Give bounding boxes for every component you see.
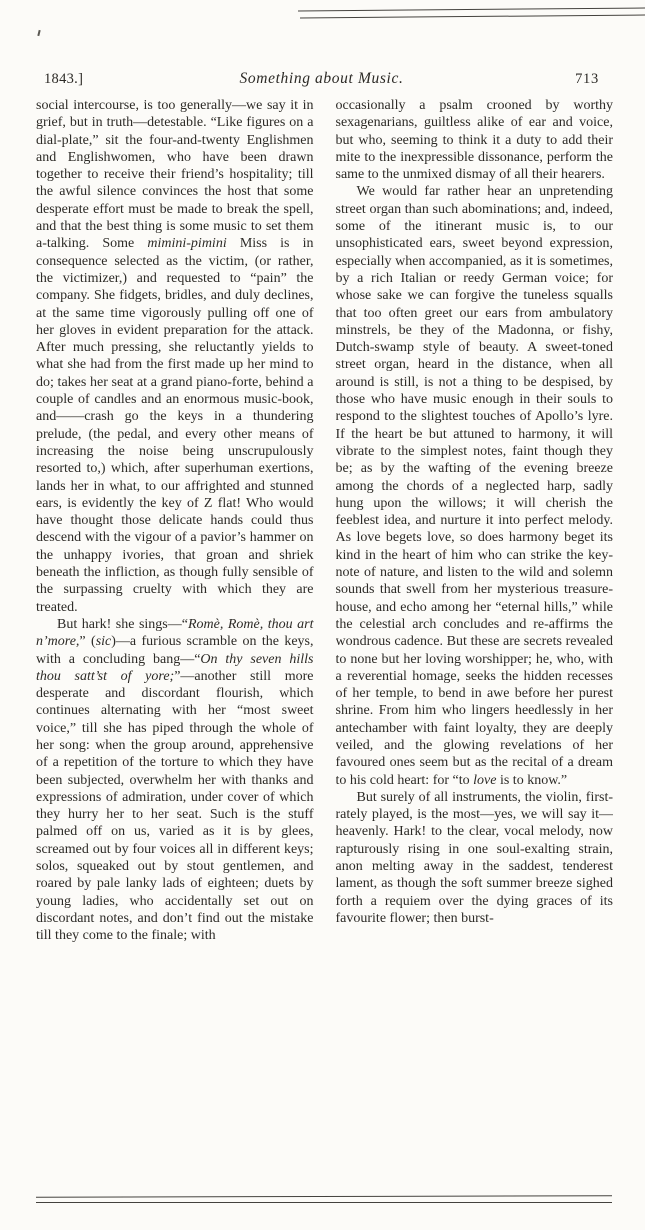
text-run: is to know.”: [496, 772, 568, 788]
italic-text-run: mimini-pimini: [147, 236, 227, 252]
paragraph: [36, 616, 314, 945]
text-run: But surely of all instruments, the violin, first-rately played, is the most—yes, we will say it—heavenly. Hark! to the clear, vocal melody, now rapturously rising in one soul-exalting strain, anon melting away in the saddest, tenderest lament, as though the soft summer breeze sighed forth a requiem over the dying graces of its favourite flower; then burst-: [335, 789, 613, 926]
bottom-rule-line: [36, 1202, 612, 1203]
page-header: [44, 70, 599, 88]
paragraph: [336, 97, 614, 183]
text-run: occasionally a psalm crooned by worthy sexagenarians, guiltless alike of ear and voice, but who, seeming to think it a duty to add their mite to the inexpressible dissonance, perform the same to the unmixed dismay of all their hearers.: [335, 98, 613, 183]
top-rule-line: [298, 7, 645, 11]
right-column: [336, 97, 614, 1204]
left-column: [36, 97, 314, 1204]
paragraph: [336, 183, 614, 788]
text-run: social intercourse, is too generally—we say it in grief, but in truth—detestable. “Like figures on a dial-plate,” sit the four-and-twenty Englishmen and Englishwomen, who have been drawn together to receive their friend’s hospitality; till the awful silence convinces the host that some desperate effort must be made to break the spell, and that the best thing is some music to set them a-talking. Some: [36, 98, 314, 252]
text-run: ” (: [79, 634, 96, 650]
page-number: 713: [575, 71, 599, 87]
italic-text-run: Romè, Romè, thou art n’more,: [36, 616, 314, 650]
italic-text-run: sic: [95, 634, 112, 650]
italic-text-run: On thy seven hills thou satt’st of yore;: [36, 651, 314, 684]
text-run: Miss is in consequence selected as the victim, (or rather, the victimizer,) and requested to “pain” the company. She fidgets, bridles, and duly declines, at the same time vigorously pulling off one of her gloves in evident preparation for the attack. After much pressing, she reluctantly yields to what she had from the first made up her mind to do; takes her seat at a grand piano-forte, behind a couple of candles and an enormous music-book, and——crash go the keys in a thundering prelude, (the pedal, and every other means of increasing the noise being unscrupulously resorted to,) which, after superhuman exertions, lands her in what, to our affrighted and stunned ears, is evidently the key of Z flat! Who would have thought those delicate hands could thus descend with the vigour of a pavior’s hammer on the unhappy ivories, that groan and shriek beneath the infliction, as though fully sensible of the surpassing cruelty with which they are treated.: [36, 236, 314, 615]
text-run: ”—another still more desperate and discordant flourish, which continues alternating with her “most sweet voice,” till she has piped through the whole of her song: when the group around, apprehensive of a repetition of the torture to which they have been subjected, overwhelm her with thanks and expressions of admiration, under cover of which they hurry her to her seat. Such is the stuff palmed off on us, varied as it is by glees, screamed out by four voices all in different keys; solos, squeaked out by stout gentlemen, and roared by pale lanky lads of eighteen; duets by young ladies, who accidentally set out on discordant notes, and don’t find out the mistake till they come to the finale; with: [36, 668, 314, 944]
text-columns: [36, 97, 613, 1204]
running-title: Something about Music.: [239, 70, 404, 87]
paragraph: [36, 97, 314, 616]
text-run: But hark! she sings—“: [57, 616, 188, 632]
scan-artifact-mark: [37, 30, 40, 36]
italic-text-run: love: [473, 772, 497, 788]
edition-year: 1843.]: [44, 71, 84, 87]
text-run: )—a furious scramble on the keys, with a concluding bang—“: [36, 634, 314, 667]
paragraph: [336, 789, 614, 927]
top-rule-line: [300, 14, 645, 18]
text-run: We would far rather hear an unpretending street organ than such abominations; and, indeed, some of the itinerant music is, to our unsophisticated ears, sweet beyond expression, especially when accompanied, as it is sometimes, by a rich Italian or reedy German voice; for whose sake we can forgive the tuneless squalls that too often greet our ears from ambulatory minstrels, be they of the Madonna, or fishy, Dutch-swamp style of beauty. A sweet-toned street organ, heard in the distance, when all around is still, is not a thing to be despised, by those who have music enough in their souls to respond to the slightest touches of Apollo’s lyre. If the heart be but attuned to harmony, it will vibrate to the simplest notes, faint though they be; as by the wafting of the evening breeze among the chords of a neglected harp, sadly hung upon the willows; it will cherish the feeblest idea, and nurture it into perfect melody. As love begets love, so does harmony beget its kind in the heart of him who can strike the key-note of nature, and listen to the wild and solemn sounds that swell from her mysterious treasure-house, and echo among her “eternal hills,” while the celestial arch concludes and re-affirms the wondrous cadence. But these are secrets revealed to none but her loving worshipper; he, who, with a reverential homage, seeks the hidden recesses of her temple, to bend in awe before her purest shrine. From him who lingers heedlessly in her antechamber with faint loyalty, they are deeply veiled, and the glowing revelations of her favoured ones seem but as the recital of a dream to his cold heart: for “to: [335, 184, 613, 788]
